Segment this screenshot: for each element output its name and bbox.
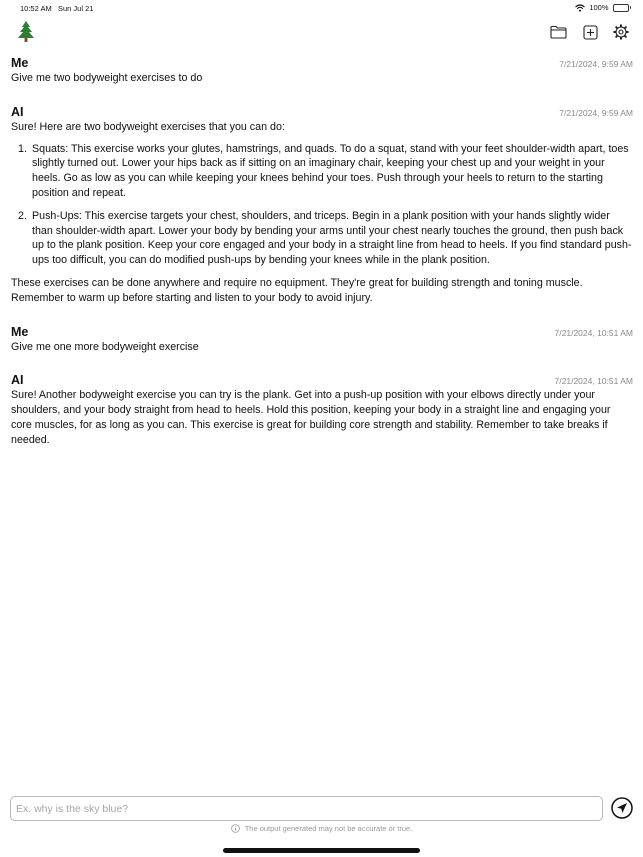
settings-button[interactable]: [611, 22, 631, 42]
battery-percent: 100%: [589, 3, 609, 12]
disclaimer-text: The output generated may not be accurate or true.: [244, 824, 413, 833]
send-icon: [611, 797, 633, 819]
prompt-input[interactable]: [10, 796, 603, 821]
status-date: Sun Jul 21: [57, 4, 94, 13]
exercise-list: [11, 142, 633, 268]
folder-icon: [550, 25, 567, 39]
message-ai: [11, 104, 633, 306]
message-text: Give me two bodyweight exercises to do: [11, 72, 203, 84]
status-clock: 10:52 AM: [20, 4, 52, 13]
folder-button[interactable]: [548, 22, 568, 42]
status-indicators: [575, 3, 631, 12]
message-outro: These exercises can be done anywhere and require no equipment. They're great for building strength and toning muscle. Remember to warm up before starting and listen to your body to avoid injury.: [11, 276, 583, 304]
message-user: [11, 55, 633, 86]
message-text: Give me one more bodyweight exercise: [11, 340, 199, 353]
send-button[interactable]: [611, 797, 633, 819]
message-text: Sure! Another bodyweight exercise you can try is the plank. Get into a push-up position with your elbows directly under your shoulders, and your body straight from head to heels. Hold this position, keeping your body in a straight line and engaging your core muscles, for as long as you can. This exercise is great for building core strength and stability. Remember to take breaks if needed.: [11, 389, 611, 446]
home-indicator[interactable]: [223, 848, 420, 853]
message-timestamp: 7/21/2024, 9:59 AM: [559, 59, 633, 69]
message-body: [11, 120, 633, 306]
wifi-icon: [575, 4, 585, 12]
list-item: [11, 142, 633, 201]
status-time: [20, 4, 93, 13]
list-item-number: 2.: [18, 209, 27, 222]
message-user: [11, 324, 633, 355]
gear-icon: [613, 24, 629, 40]
pine-tree-icon: [16, 21, 36, 43]
message-ai: [11, 372, 633, 447]
toolbar: [0, 18, 643, 46]
new-chat-button[interactable]: [580, 22, 600, 42]
message-sender: Me: [11, 56, 29, 70]
message-timestamp: 7/21/2024, 10:51 AM: [554, 376, 633, 387]
message-timestamp: 7/21/2024, 10:51 AM: [554, 327, 633, 338]
message-intro: Sure! Here are two bodyweight exercises that you can do:: [11, 120, 285, 133]
message-sender: Me: [11, 324, 29, 339]
conversation: [11, 55, 633, 466]
disclaimer: [0, 824, 643, 833]
info-icon: [231, 824, 240, 833]
plus-square-icon: [583, 25, 598, 40]
list-item: [11, 209, 633, 268]
message-sender: AI: [11, 373, 24, 388]
message-sender: AI: [11, 104, 24, 119]
list-item-text: Squats: This exercise works your glutes, hamstrings, and quads. To do a squat, stand with your feet shoulder-width apart, toes slightly turned out. Lower your hips back as if sitting on an imaginary chair, keeping your chest up and your weight in your heels. Go as low as you can while keeping your knees behind your toes. Push through your heels to return to the starting position and repeat.: [32, 142, 629, 199]
status-bar: [0, 0, 643, 16]
battery-icon: [613, 4, 632, 12]
list-item-text: Push-Ups: This exercise targets your chest, shoulders, and triceps. Begin in a plank position with your hands slightly wider than shoulder-width apart. Lower your body by bending your arms until your chest nearly touches the ground, then push back up to the plank position. Keep your core engaged and your body in a straight line from head to heels. If you find standard push-ups too difficult, you can do modified push-ups by bending your knees while in the plank position.: [32, 209, 632, 267]
message-timestamp: 7/21/2024, 9:59 AM: [559, 107, 633, 118]
list-item-number: 1.: [18, 142, 27, 155]
